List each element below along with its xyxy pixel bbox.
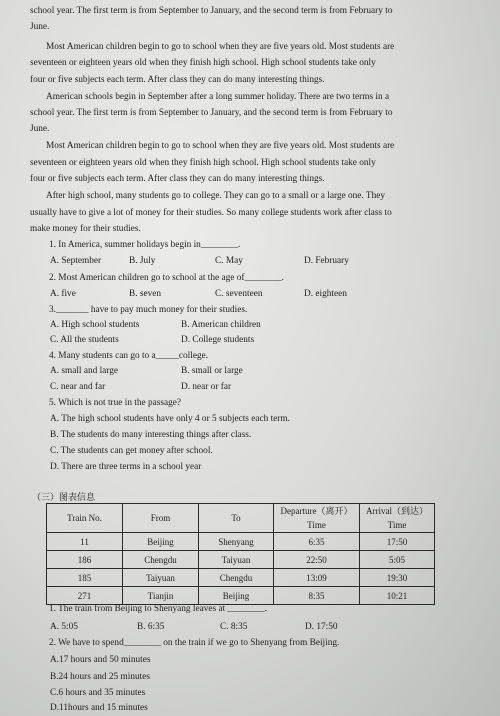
table-cell: 10:21 [360, 587, 435, 605]
answer-option: D. College students [181, 335, 255, 345]
section-label: （三）图表信息 [32, 493, 96, 503]
passage-line: seventeen or eighteen years old when they finish high school. High school students take only [30, 58, 376, 68]
table-cell: 271 [47, 587, 123, 605]
table-cell: 13:09 [274, 569, 360, 587]
table-cell: 17:50 [360, 533, 435, 551]
table-cell: 186 [47, 551, 123, 569]
passage-line: make money for their studies. [30, 224, 141, 234]
answer-option: D.11hours and 15 minutes [50, 703, 148, 713]
answer-option: D. February [304, 256, 349, 266]
passage-line: usually have to give a lot of money for their studies. So many college students work after class to [30, 208, 392, 218]
answer-option: A. September [50, 256, 102, 266]
passage-line: Most American children begin to go to school when they are five years old. Most students are [46, 42, 395, 52]
table-cell: Beijing [199, 587, 274, 605]
answer-option: D. eighteen [304, 289, 347, 299]
answer-option: B. July [129, 256, 156, 266]
answer-option: C.6 hours and 35 minutes [50, 688, 146, 698]
answer-option: A.17 hours and 50 minutes [50, 655, 151, 665]
column-header-label: From [150, 513, 171, 523]
table-cell: 11 [47, 533, 123, 551]
table-cell: Tianjin [123, 587, 199, 605]
table-header-row [47, 504, 435, 533]
answer-option: D. 17:50 [305, 622, 338, 632]
answer-option: A. 5:05 [50, 622, 78, 632]
passage-line: school year. The first term is from September to January, and the second term is from February to [30, 6, 393, 16]
answer-option: D. near or far [181, 382, 232, 392]
passage-line: four or five subjects each term. After class they can do many interesting things. [30, 174, 325, 184]
passage-line: After high school, many students go to college. They can go to a small or a large one. They [46, 191, 385, 201]
answer-option: B. 6:35 [137, 622, 165, 632]
answer-option: B. The students do many interesting things after class. [50, 430, 252, 440]
answer-option: C. The students can get money after school. [50, 446, 213, 456]
passage-line: seventeen or eighteen years old when they finish high school. High school students take only [30, 158, 376, 168]
train-timetable [46, 503, 435, 605]
answer-option: C. 8:35 [220, 622, 248, 632]
answer-option: C. seventeen [215, 289, 263, 299]
answer-option: C. May [215, 256, 243, 266]
table-row [47, 533, 435, 551]
table-cell: 5:05 [360, 551, 435, 569]
passage-line: American schools begin in September after a long summer holiday. There are two terms in a [46, 92, 390, 102]
table-cell: Taiyuan [123, 569, 199, 587]
table-cell: 185 [47, 569, 123, 587]
passage-line: June. [30, 124, 50, 134]
answer-option: B. American children [181, 320, 261, 330]
question-stem: 5. Which is not true in the passage? [49, 398, 182, 408]
column-header [47, 504, 123, 533]
answer-option: B. small or large [181, 366, 243, 376]
column-header-label: Arrival（到达） [366, 506, 428, 516]
table-row [47, 551, 435, 569]
answer-option: C. All the students [50, 335, 119, 345]
table-cell: 22:50 [274, 551, 360, 569]
question-stem: 4. Many students can go to a_____college. [49, 351, 209, 361]
question-stem: 3._______ have to pay much money for their studies. [49, 305, 248, 315]
column-header-label: Train No. [67, 513, 102, 523]
table-cell: 6:35 [274, 533, 360, 551]
question-stem: 2. We have to spend________ on the train if we go to Shenyang from Beijing. [49, 638, 340, 648]
table-cell: 19:30 [360, 569, 435, 587]
column-header-label: To [231, 513, 241, 523]
answer-option: C. near and far [50, 382, 106, 392]
answer-option: A. High school students [50, 320, 140, 330]
passage-line: June. [30, 22, 50, 32]
question-stem: 1. The train from Beijing to Shenyang leaves at ________. [49, 604, 268, 614]
table-cell: 8:35 [274, 587, 360, 605]
table-body [47, 533, 435, 605]
answer-option: D. There are three terms in a school year [50, 462, 202, 472]
table-cell: Chengdu [199, 569, 274, 587]
answer-option: B. seven [129, 289, 162, 299]
question-stem: 2. Most American children go to school at the age of________. [49, 273, 284, 283]
table-cell: Taiyuan [199, 551, 274, 569]
column-header [360, 504, 435, 533]
column-header-sublabel: Time [307, 520, 326, 530]
passage-line: Most American children begin to go to school when they are five years old. Most students are [46, 141, 395, 151]
question-stem: 1. In America, summer holidays begin in________. [49, 240, 241, 250]
answer-option: A. The high school students have only 4 or 5 subjects each term. [50, 414, 290, 424]
column-header-label: Departure（离开） [280, 506, 353, 516]
passage-line: four or five subjects each term. After class they can do many interesting things. [30, 75, 325, 85]
table-cell: Beijing [123, 533, 199, 551]
column-header [274, 504, 360, 533]
table-cell: Shenyang [199, 533, 274, 551]
table-cell: Chengdu [123, 551, 199, 569]
column-header [123, 504, 199, 533]
column-header [199, 504, 274, 533]
table-row [47, 569, 435, 587]
answer-option: A. small and large [50, 366, 118, 376]
answer-option: B.24 hours and 25 minutes [50, 672, 150, 682]
column-header-sublabel: Time [387, 520, 407, 530]
passage-line: school year. The first term is from September to January, and the second term is from February to [30, 108, 393, 118]
answer-option: A. five [50, 289, 76, 299]
